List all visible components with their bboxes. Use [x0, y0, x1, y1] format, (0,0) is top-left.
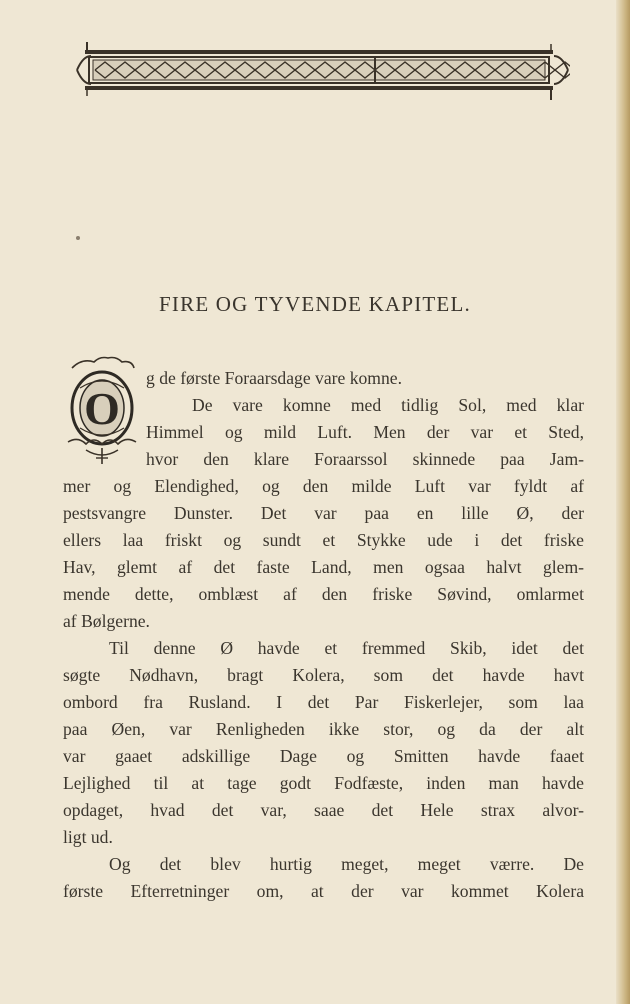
text-line: Hav, glemt af det faste Land, men ogsaa halvt glem- [63, 557, 584, 577]
text-line: af Bølgerne. [63, 611, 150, 631]
text-line: opdaget, hvad det var, saae det Hele strax alvor- [63, 800, 584, 820]
drop-cap-letter: O [84, 383, 120, 434]
text-line: Himmel og mild Luft. Men der var et Sted, [146, 422, 584, 442]
text-line: hvor den klare Foraarssol skinnede paa Jam- [146, 449, 584, 469]
text-line: ombord fra Rusland. I det Par Fiskerlejer, som laa [63, 692, 584, 712]
text-line: første Efterretninger om, at der var kommet Kolera [63, 881, 584, 901]
text-line: Lejlighed til at tage godt Fodfæste, inden man havde [63, 773, 584, 793]
text-line: søgte Nødhavn, bragt Kolera, som det havde havt [63, 665, 584, 685]
text-line: Og det blev hurtig meget, meget værre. De [109, 854, 584, 874]
text-line: ligt ud. [63, 827, 113, 847]
text-line: paa Øen, var Renligheden ikke stor, og da der alt [63, 719, 584, 739]
page-edge [616, 0, 630, 1004]
paper-speck [76, 236, 80, 240]
text-line: mer og Elendighed, og den milde Luft var fyldt af [63, 476, 584, 496]
text-line: Til denne Ø havde et fremmed Skib, idet det [109, 638, 584, 658]
ornamental-headpiece [75, 40, 570, 102]
text-line: ellers laa friskt og sundt et Stykke ude i det friske [63, 530, 584, 550]
text-line: g de første Foraarsdage vare komne. [146, 368, 402, 388]
drop-cap-ornament [62, 354, 142, 466]
text-line: pestsvangre Dunster. Det var paa en lille Ø, der [63, 503, 584, 523]
text-line: De vare komne med tidlig Sol, med klar [192, 395, 584, 415]
text-line: mende dette, omblæst af den friske Søvind, omlarmet [63, 584, 584, 604]
chapter-title: FIRE OG TYVENDE KAPITEL. [159, 292, 471, 316]
text-line: var gaaet adskillige Dage og Smitten havde faaet [63, 746, 584, 766]
